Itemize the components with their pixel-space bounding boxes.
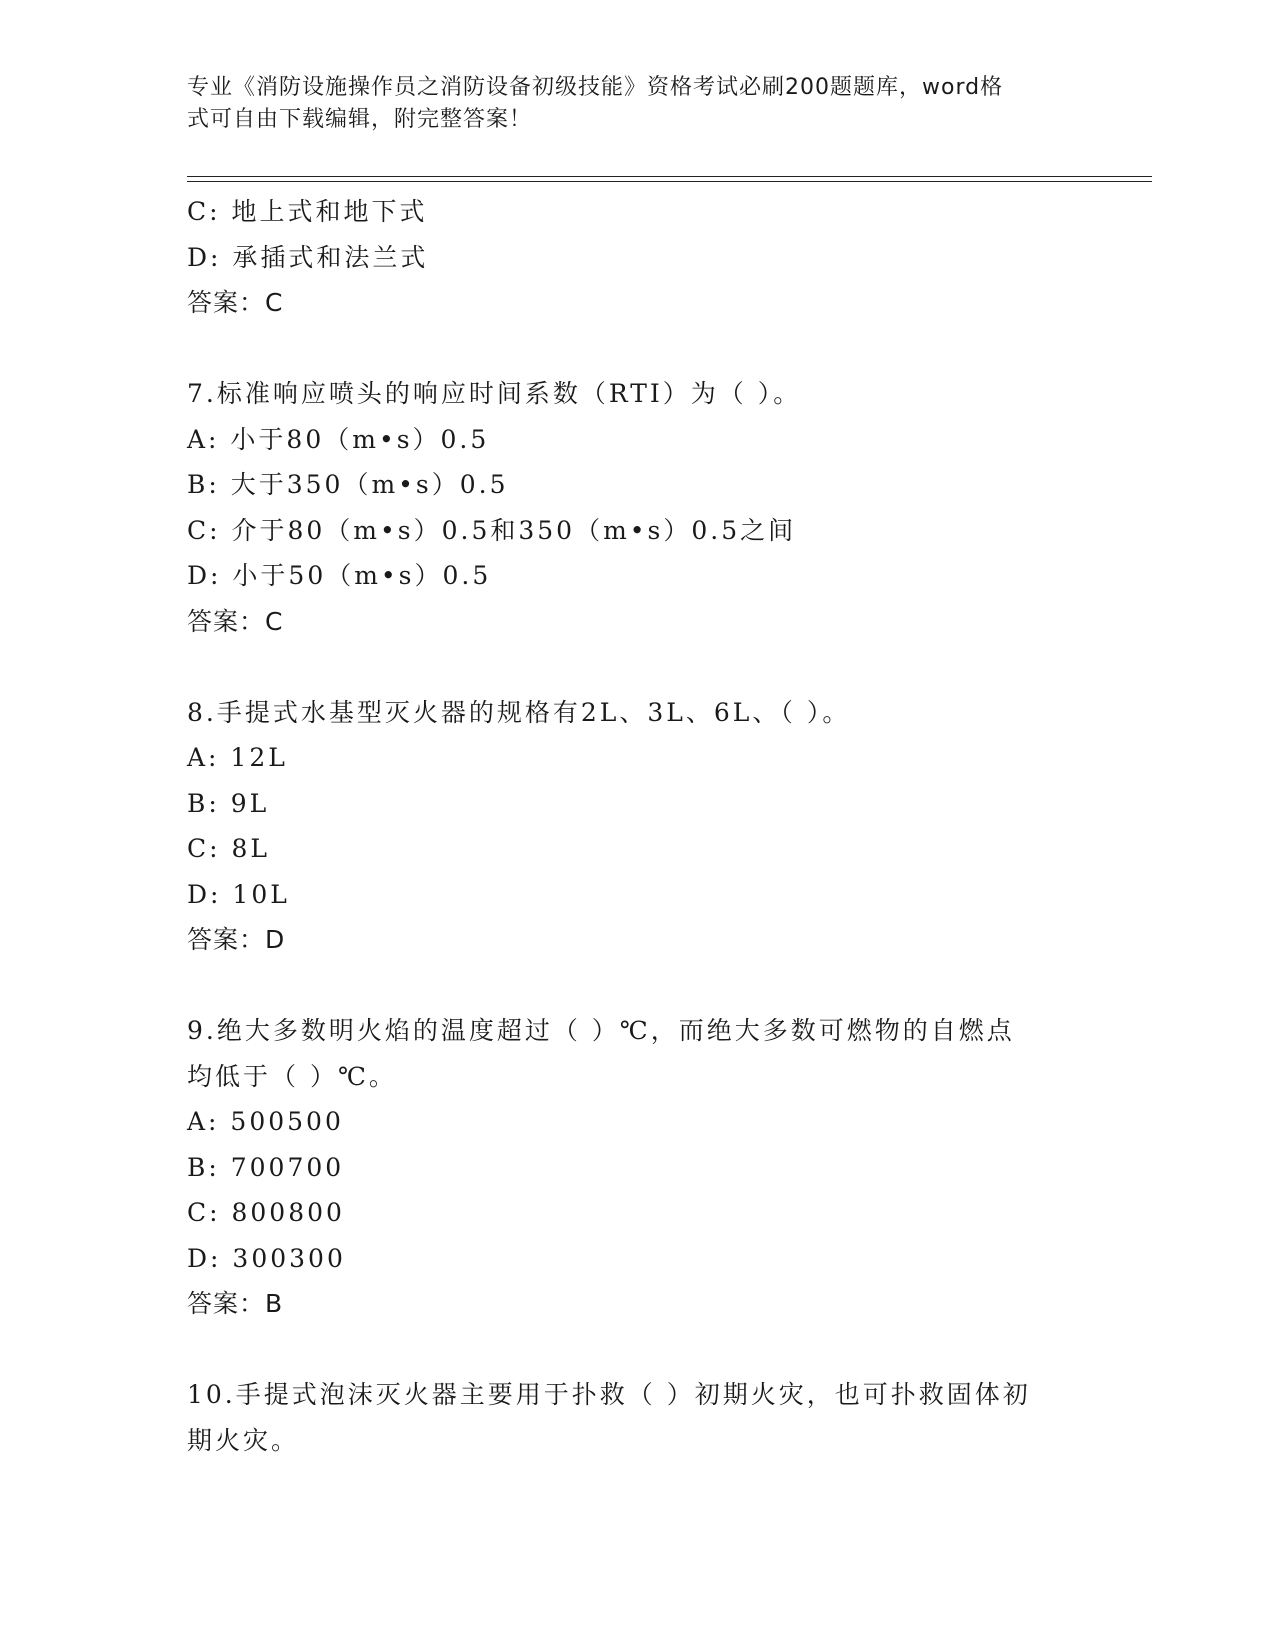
document-header	[187, 72, 1067, 136]
spacer	[187, 963, 1087, 1009]
spacer	[187, 1327, 1087, 1373]
option-d: D: 10L	[187, 879, 290, 909]
answer-text: 答案：C	[187, 288, 284, 317]
option-b: B: 9L	[187, 788, 270, 818]
question-text-line-2: 均低于（ ）℃。	[187, 1061, 397, 1091]
answer-text: 答案：D	[187, 925, 286, 954]
option-d: D: 300300	[187, 1243, 346, 1273]
spacer	[187, 326, 1087, 372]
option-a: A: 500500	[187, 1107, 344, 1136]
question-text-line-1: 10.手提式泡沫灭火器主要用于扑救（ ）初期火灾，也可扑救固体初	[187, 1380, 1031, 1409]
header-line-2: 式可自由下载编辑，附完整答案！	[187, 107, 533, 132]
option-a: A: 小于80（m•s）0.5	[187, 424, 490, 454]
question-text-line-2: 期火灾。	[187, 1425, 300, 1455]
question-8	[187, 690, 1087, 963]
header-divider-bottom	[187, 181, 1152, 182]
question-text: 7.标准响应喷头的响应时间系数（RTI）为（ ）。	[187, 379, 802, 408]
question-content	[187, 189, 1087, 1463]
question-9	[187, 1008, 1087, 1327]
question-10	[187, 1372, 1087, 1463]
question-text-line-1: 9.绝大多数明火焰的温度超过（ ）℃，而绝大多数可燃物的自燃点	[187, 1016, 1015, 1045]
option-d: D: 小于50（m•s）0.5	[187, 561, 492, 590]
option-b: B: 700700	[187, 1152, 345, 1182]
option-c: C: 地上式和地下式	[187, 197, 428, 226]
option-b: B: 大于350（m•s）0.5	[187, 470, 509, 499]
question-7	[187, 371, 1087, 644]
answer-text: 答案：C	[187, 606, 284, 636]
header-line-1: 专业《消防设施操作员之消防设备初级技能》资格考试必刷200题题库，word格	[187, 75, 1004, 100]
partial-question	[187, 189, 1087, 326]
option-d: D: 承插式和法兰式	[187, 242, 429, 272]
question-text: 8.手提式水基型灭火器的规格有2L、3L、6L、（ ）。	[187, 697, 851, 727]
option-c: C: 8L	[187, 834, 271, 863]
option-c: C: 800800	[187, 1198, 345, 1227]
answer-text: 答案：B	[187, 1289, 284, 1318]
spacer	[187, 644, 1087, 690]
option-a: A: 12L	[187, 743, 288, 772]
header-divider-top	[187, 176, 1152, 177]
option-c: C: 介于80（m•s）0.5和350（m•s）0.5之间	[187, 515, 797, 545]
